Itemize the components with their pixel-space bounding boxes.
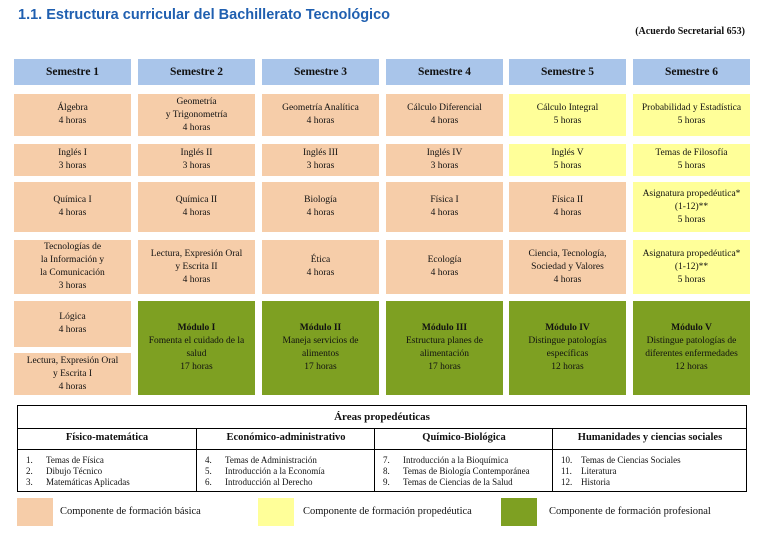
list-item: 5. Introducción a la Economía [205, 466, 325, 476]
subject-cell [386, 182, 503, 232]
module-cell [509, 301, 626, 395]
subject-cell [509, 182, 626, 232]
cell-text: Lectura, Expresión Oral y Escrita II 4 horas [150, 248, 243, 285]
cell-text: Ciencia, Tecnología, Sociedad y Valores 4 horas [528, 248, 607, 285]
cell-text: Inglés I 3 horas [58, 148, 87, 171]
semester-header: Semestre 6 [633, 59, 750, 85]
subject-cell [633, 144, 750, 176]
subject-cell [633, 182, 750, 232]
legend-swatch-propaedeutic [258, 498, 294, 526]
subject-cell [386, 144, 503, 176]
module-cell [633, 301, 750, 395]
subject-cell [138, 144, 255, 176]
cell-text: Geometría y Trigonometría 4 horas [165, 96, 228, 133]
subject-cell [262, 144, 379, 176]
subject-cell [138, 240, 255, 294]
list-item: 3. Matemáticas Aplicadas [26, 477, 130, 487]
module-name: Módulo IV [545, 323, 590, 333]
area-name: Humanidades y ciencias sociales [577, 432, 723, 443]
area-list [383, 455, 530, 488]
cell-text: Temas de Filosofía 5 horas [655, 148, 728, 171]
subject-cell [262, 182, 379, 232]
area-humanities [552, 428, 747, 491]
area-name: Económico-administrativo [226, 432, 346, 443]
area-name: Químico-Biológica [422, 432, 506, 443]
module-name: Módulo I [177, 323, 216, 333]
module-name: Módulo III [421, 323, 468, 333]
cell-text: Asignatura propedéutica* (1-12)** 5 horas [642, 188, 741, 225]
cell-text: Ecología 4 horas [427, 255, 462, 278]
cell-text: Distingue patologías de diferentes enfermedades 12 horas [645, 336, 738, 372]
legend-swatch-basic [17, 498, 53, 526]
cell-text: Geometría Analítica 4 horas [282, 103, 359, 126]
subject-cell [14, 240, 131, 294]
subject-cell [633, 94, 750, 136]
module-name: Módulo II [299, 323, 342, 333]
area-list [205, 455, 325, 488]
area-chem-bio [374, 428, 553, 491]
legend-label-basic: Componente de formación básica [60, 506, 201, 517]
list-item: 7. Introducción a la Bioquímica [383, 455, 509, 465]
subject-cell [14, 301, 131, 347]
cell-text: Ética 4 horas [306, 255, 335, 278]
propaedeutic-areas-table [17, 405, 747, 492]
subject-cell [509, 94, 626, 136]
list-item: 4. Temas de Administración [205, 455, 317, 465]
list-item: 2. Dibujo Técnico [26, 466, 103, 476]
subject-cell [14, 94, 131, 136]
agreement-note: (Acuerdo Secretarial 653) [635, 26, 745, 37]
cell-text: Álgebra 4 horas [57, 103, 88, 126]
semester-header: Semestre 2 [138, 59, 255, 85]
subject-cell [138, 182, 255, 232]
list-item: 11. Literatura [561, 466, 617, 476]
subject-cell [14, 353, 131, 395]
module-cell [138, 301, 255, 395]
cell-text: Inglés V 5 horas [551, 148, 584, 171]
page-title: 1.1. Estructura curricular del Bachillerato Tecnológico [18, 7, 391, 23]
list-item: 8. Temas de Biología Contemporánea [383, 466, 530, 476]
semester-header: Semestre 1 [14, 59, 131, 85]
cell-text: Probabilidad y Estadística 5 horas [641, 103, 742, 126]
cell-text: Lectura, Expresión Oral y Escrita I 4 horas [26, 355, 119, 392]
cell-text: Inglés II 3 horas [180, 148, 213, 171]
cell-text: Inglés III 3 horas [302, 148, 339, 171]
legend-label-professional: Componente de formación profesional [549, 506, 711, 517]
subject-cell [14, 182, 131, 232]
subject-cell [509, 144, 626, 176]
semester-header: Semestre 5 [509, 59, 626, 85]
module-cell [262, 301, 379, 395]
cell-text: Lógica 4 horas [58, 312, 87, 335]
semester-header: Semestre 3 [262, 59, 379, 85]
cell-text: Física I 4 horas [430, 195, 459, 218]
area-list [26, 455, 130, 488]
semester-header: Semestre 4 [386, 59, 503, 85]
subject-cell [386, 240, 503, 294]
areas-title: Áreas propedéuticas [334, 411, 430, 423]
legend-label-propaedeutic: Componente de formación propedéutica [303, 506, 472, 517]
subject-cell [138, 94, 255, 136]
area-list [561, 455, 681, 488]
list-item: 12. Historia [561, 477, 610, 487]
subject-cell [262, 240, 379, 294]
legend-swatch-professional [501, 498, 537, 526]
list-item: 6. Introducción al Derecho [205, 477, 313, 487]
list-item: 9. Temas de Ciencias de la Salud [383, 477, 513, 487]
cell-text: Estructura planes de alimentación 17 horas [405, 336, 484, 372]
subject-cell [633, 240, 750, 294]
subject-cell [386, 94, 503, 136]
module-cell [386, 301, 503, 395]
cell-text: Química I 4 horas [53, 195, 92, 218]
cell-text: Cálculo Integral 5 horas [536, 103, 599, 126]
area-physics-math [18, 428, 196, 491]
area-name: Físico-matemática [65, 432, 149, 443]
cell-text: Distingue patologías específicas 12 horas [528, 336, 607, 372]
area-economic-admin [196, 428, 375, 491]
cell-text: Maneja servicios de alimentos 17 horas [282, 336, 359, 372]
subject-cell [509, 240, 626, 294]
cell-text: Tecnologías de la Información y la Comunicación 3 horas [40, 242, 105, 291]
cell-text: Inglés IV 3 horas [426, 148, 463, 171]
cell-text: Física II 4 horas [551, 195, 584, 218]
subject-cell [262, 94, 379, 136]
cell-text: Química II 4 horas [175, 195, 218, 218]
subject-cell [14, 144, 131, 176]
list-item: 10. Temas de Ciencias Sociales [561, 455, 681, 465]
module-name: Módulo V [671, 323, 712, 333]
cell-text: Fomenta el cuidado de la salud 17 horas [148, 336, 245, 372]
cell-text: Biología 4 horas [304, 195, 337, 218]
list-item: 1. Temas de Física [26, 455, 104, 465]
cell-text: Cálculo Diferencial 4 horas [407, 103, 482, 126]
cell-text: Asignatura propedéutica* (1-12)** 5 horas [642, 248, 741, 285]
